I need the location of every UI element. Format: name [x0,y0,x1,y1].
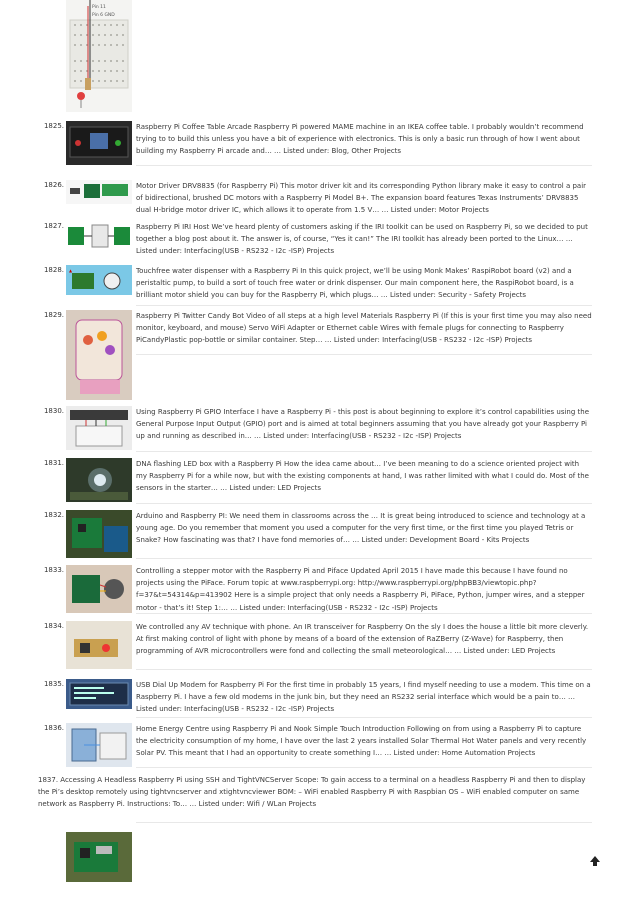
divider [136,354,592,355]
entry-text[interactable]: Motor Driver DRV8835 (for Raspberry Pi) This motor driver kit and its corresponding Python library make it easy to control a pair of bidirectional, brushed DC motors with a Raspberry Pi Model B+. The expansion board features Texas Instruments’ DRV8835 dual H-bridge motor driver IC, which allows it to operate from 1.5 V… … Listed under: Motor Projects [136,182,587,215]
energy-centre-thumbnail[interactable] [66,723,132,767]
iri-host-thumbnail[interactable] [66,221,132,251]
divider [136,165,592,166]
entry-number: 1829. [43,311,64,319]
stepper-motor-thumbnail[interactable] [66,565,132,613]
entry-number: 1828. [43,266,64,274]
entry-number: 1835. [43,680,64,688]
entry-number: 1833. [43,566,64,574]
arcade-table-thumbnail[interactable] [66,121,132,165]
breadboard-thumbnail[interactable] [66,0,132,112]
entry-number: 1826. [43,181,64,189]
entry-text[interactable]: Using Raspberry Pi GPIO Interface I have a Raspberry Pi - this post is about beginning to explore it’s control capabilities using the General Purpose Input Output (GPIO) port and is aimed at total beginners assuming that you have already got your Raspberry Pi up and running as described in… … Listed under: Interfacing(USB - RS232 - I2c -ISP) Projects [136,408,590,441]
entry-text[interactable]: We controlled any AV technique with phone. An IR transceiver for Raspberry On the sly I does the house a little bit more cleverly. At first making control of light with phone by means of a board of the extension of RaZBerry (Z-Wave) for Raspberry, then programming of AVR microcontrollers were fond and collecting the small meteorological… … Listed under: LED Projects [136,623,589,656]
entry-number: 1836. [43,724,64,732]
entry-text[interactable]: Controlling a stepper motor with the Raspberry Pi and Piface Updated April 2015 I have made this because I have found no projects using the PiFace. Forum topic at www.raspberrypi.org: http://www.raspberrypi.org/phpBB3/viewtopic.php?f=37&t=54314&p=413902 Here is a simple project that only needs a Raspberry Pi, PiFace, Python, jumper wires, and a stepper motor - that’s it! Step 1:… … Listed under: Interfacing(USB - RS232 - I2c -ISP) Projects [136,567,585,612]
divider [136,822,592,823]
label-pin-11: Pin 11 [92,5,106,10]
arduino-raspberry-thumbnail[interactable] [66,510,132,558]
divider [136,558,592,559]
arrow-up-icon[interactable] [589,855,601,867]
divider [136,717,592,718]
led-box-thumbnail[interactable] [66,458,132,502]
ir-transceiver-thumbnail[interactable] [66,621,132,669]
entry-text[interactable]: Arduino and Raspberry PI: We need them in classrooms across the … It is great being introduced to science and technology at a young age. Do you remember that moment you used a computer for the very first time, or the first time you played Tetris or Snake? How fascinating was that? I have fond memories of… … Listed under: Development Board - Kits Projects [136,512,586,545]
entry-number: 1832. [43,511,64,519]
entry-number: 1834. [43,622,64,630]
entry-number: 1830. [43,407,64,415]
divider [136,669,592,670]
entry-text[interactable]: Raspberry Pi Twitter Candy Bot Video of all steps at a high level Materials Raspberry Pi (If this is your first time you may also need monitor, keyboard, and mouse) Servo WiFi Adapter or Ethernet cable Wires with female plugs for connecting to Raspberry PiCandyPlastic pop-bottle or similar container. Step… … Listed under: Interfacing(USB - RS232 - I2c -ISP) Projects [136,312,592,345]
entry-text[interactable]: Touchfree water dispenser with a Raspberry Pi In this quick project, we’ll be using Monk Makes’ RaspiRobot board (v2) and a peristaltic pump, to build a sort of touch free water or drink dispenser. Our main component here, the RaspiRobot board, is a brilliant motor shield you can buy for the Raspberry Pi, which plugs… … Listed under: Security - Safety Projects [136,267,574,300]
water-dispenser-thumbnail[interactable] [66,265,132,295]
entry-text[interactable]: Raspberry Pi Coffee Table Arcade Raspberry Pi powered MAME machine in an IKEA coffee table. I probably wouldn’t recommend trying to to build this unless you have a bit of experience with electronics. This is only a basic run through of how I went about building my Raspberry Pi arcade and… … Listed under: Blog, Other Projects [136,123,584,156]
headless-pi-thumbnail[interactable] [66,832,132,882]
entry-text[interactable]: Raspberry Pi IRI Host We’ve heard plenty of customers asking if the IRI toolkit can be used on Raspberry Pi, so we decided to put together a blog post about it. The answer is, of course, “Yes it can!” The IRI toolkit has already been ported to the Linux… … Listed under: Interfacing(USB - RS232 - I2c -ISP) Projects [136,223,588,256]
divider [136,451,592,452]
entry-number: 1837. [38,776,59,784]
entry-text[interactable]: Home Energy Centre using Raspberry Pi and Nook Simple Touch Introduction Following on from using a Raspberry Pi to capture the electricity consumption of my home, I have over the last 2 years installed Solar Thermal Hot Water panels and very recently Solar PV. This meant that I had an opportunity to create something I… … Listed under: Home Automation Projects [136,725,587,758]
entry-text[interactable]: DNA flashing LED box with a Raspberry Pi How the idea came about… I’ve been meaning to do a science oriented project with my Raspberry Pi for a while now, but with the existing components at hand, I was rather limited with what I could do. Most of the sensors in the starter… … Listed under: LED Projects [136,460,589,493]
label-pin-6-gnd: Pin 6 GND [92,13,115,18]
entry-text[interactable]: USB Dial Up Modem for Raspberry Pi For the first time in probably 15 years, I find myself needing to use a modem. This time on a Raspberry Pi. I have a few old modems in the junk bin, but they need an RS232 serial interface which would be a pain to… … Listed under: Interfacing(USB - RS232 - I2c -ISP) Projects [136,681,591,714]
entry-number: 1827. [43,222,64,230]
candy-bot-thumbnail[interactable] [66,310,132,400]
entry-text-full[interactable] [38,774,592,811]
usb-modem-thumbnail[interactable] [66,679,132,709]
motor-driver-thumbnail[interactable] [66,180,132,204]
divider [136,767,592,768]
svg-text:▲: ▲ [69,268,73,273]
entry-number: 1831. [43,459,64,467]
entry-text: Accessing A Headless Raspberry Pi using SSH and TightVNCServer Scope: To gain access to a terminal on a headless Raspberry Pi and then to display the Pi’s desktop remotely using tightvncserver and xtightvncviewer BOM: – WiFi enabled Raspberry Pi with Raspbian OS – WiFi enabled computer on same network as Raspberry Pi. Instructions: To… … Listed under: Wifi / WLan Projects [38,776,586,809]
divider [136,305,592,306]
entry-number: 1825. [43,122,64,130]
divider [136,503,592,504]
divider [136,613,592,614]
gpio-interface-thumbnail[interactable] [66,406,132,450]
